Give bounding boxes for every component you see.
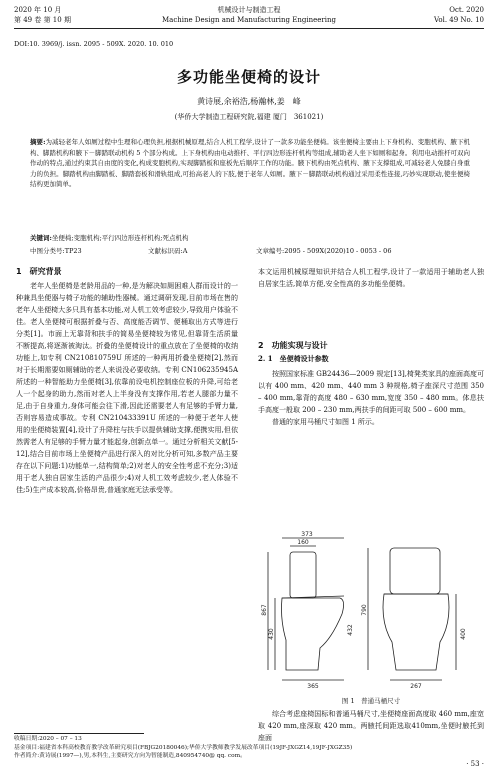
dim-267: 267: [410, 683, 422, 690]
article-number: 文章编号:2095 - 509X(2020)10 - 0053 - 06: [256, 247, 392, 255]
abstract: [30, 137, 470, 190]
author-info: 作者简介:黄诗展(1997—),男,本科生,主要研究方向为智能制造,840954740@ qq. com。: [14, 753, 246, 759]
paragraph: 本文运用机械原理知识并结合人机工程学,设计了一款适用于辅助老人独自居家生活,简单方便,安全性高的多功能坐便椅。: [258, 268, 484, 288]
journal-name-cn: 机械设计与制造工程: [217, 6, 281, 14]
abstract-label: 摘要:: [30, 138, 46, 146]
issue-date: 2020 年 10 月: [14, 6, 62, 14]
keywords: [30, 233, 470, 244]
keywords-text: 坐便椅;变胞机构;平行四边形连杆机构;死点机构: [51, 234, 189, 242]
paragraph: 按照国家标准 GB24436—2009 规定[13],椅凳类家具的座面高度可以有 400 mm、420 mm、440 mm 3 种规格,椅子座深尺寸范围 350 – 400 mm,靠背的高度 480 – 630 mm,宽度 350 – 480 mm。体息扶手高度一般取 200 – 230 mm,两扶手的间距可取 500 – 600 mm。: [258, 370, 484, 414]
dim-373: 373: [301, 531, 313, 538]
section2-heading: 2 功能实现与设计: [258, 341, 328, 350]
section1-body: [16, 280, 238, 722]
dim-365: 365: [307, 683, 319, 690]
clc-number: 中图分类号:TP23: [30, 247, 82, 255]
authors: 黄诗展,余裕浩,杨瀚林,姜 峰: [197, 97, 301, 106]
toilet-bowl-front: [383, 594, 449, 670]
footnote-rule: [14, 733, 144, 734]
toilet-tank-side: [290, 552, 316, 598]
figure1-caption: 图 1 普通马桶尺寸: [341, 697, 401, 705]
section1-heading: 1 研究背景: [16, 267, 62, 276]
subsection-heading: 2. 1 坐便椅设计参数: [258, 354, 329, 363]
toilet-tank-front: [390, 548, 440, 594]
dim-790: 790: [361, 604, 368, 616]
paragraph: 普通的家用马桶尺寸如图 1 所示。: [272, 418, 379, 426]
affiliation: (华侨大学制造工程研究院,福建 厦门 361021): [174, 113, 324, 121]
dim-160: 160: [297, 539, 309, 546]
issue-volume-en: Vol. 49 No. 10: [433, 16, 484, 24]
dim-430: 430: [268, 628, 275, 640]
dim-867: 867: [261, 604, 268, 616]
issue-date-en: Oct. 2020: [449, 6, 484, 14]
header-rule: [14, 28, 484, 29]
received-date: 收稿日期:2020 – 07 – 13: [14, 736, 82, 742]
document-code: 文献标识码:A: [148, 247, 188, 255]
section2-body: [258, 368, 484, 526]
toilet-bowl-side: [282, 598, 344, 670]
section2-continuation: [258, 708, 484, 742]
abstract-text: 为减轻老年人如厕过程中生理和心理负担,根据机械原理,结合人机工程学,设计了一款多功能坐便椅。该坐便椅主要由上下身机构、变胞机构、腋下机构、脚踏机构和腋下－脚踏联动机构 5 个部分构成。上下身机构由电动推杆、平行四边形连杆机构等组成,辅助老人坐下如厕和起身。利用电动推杆可双向作动的特点,通过约束其自由度的变化,构成变胞机构,实现脚踏板和座板先后顺序工作的功能。腋下机构由死点机构、腋下支撑组成,可减轻老人免膝自身重力的负担。脚踏机构由脚踏板、脚踏套板和滑轨组成,可抬高老人的下肢,便于老年人如厕。腋下－脚踏联动机构通过采用柔性连接,巧妙实现联动,使坐便椅结构更加简单。: [30, 138, 470, 188]
dim-432: 432: [347, 624, 354, 636]
section1-continuation: [258, 266, 484, 336]
figure1-toilet-drawing: [262, 530, 482, 690]
page-number: · 53 ·: [466, 760, 484, 768]
doi: DOI:10. 3969/j. issn. 2095 - 509X. 2020. 10. 010: [14, 40, 174, 48]
dim-400: 400: [460, 628, 467, 640]
journal-name-en: Machine Design and Manufacturing Engineering: [162, 16, 336, 24]
paragraph: 老年人坐便椅是老龄用品的一种,是为解决如厕困难人群而设计的一种兼具坐便器与椅子功能的辅助性器械。通过调研发现,目前市场在售的老年人坐便椅大多只具有基本功能,对人机工效考虑较少,导致用户体验不佳。老人坐便椅可根据折叠与否、高度能否调节、便桶取出方式等进行分类[1]。市面上无靠背和扶手的简易坐便椅较为常见,但靠背生活质量不断提高,将逐渐被淘汰。折叠的坐便椅设计的重点放在了坐便椅的收纳功能上,如专利 CN210810759U 所述的一种两用折叠坐便椅[2],然而对于长期需要如厕辅助的老人来说没必要收纳。专利 CN106235945A 所述的一种智能助力坐便椅[3],依靠前设电机控制座位板的升降,可给老人一个起身的助力,然而对老人上半身没有支撑作用,若老人腿部力量不足,由于自身重力,身体可能会往下滑,因此还需要老人有足够的手臂力量,否则容易造成事故。专利 CN210433391U 所述的一种便于老年人使用的坐便椅装置[4],设计了升降柱与扶手以提供辅助支撑,便携实用,但依然需老人有足够的手臂力量才能起身,创新点单一。通过分析相关文献[5-12],结合目前市场上坐便椅产品进行深入的对比分析可知,多数产品主要存在以下问题:1)功能单一,结构简单;2)对老人的安全性考虑不充分;3)适用于老人独自居家生活的产品很少;4)对人机工效考虑较少,老人体验不佳;5)生产成本较高,价格昂贵,普通家庭无法承受等。: [16, 282, 238, 494]
fund-info: 基金项目:福建省本科高校教育教学改革研究项目(FBJG20180046);华侨大学教师教学发展改革项目(19JF-JXGZ14,19JF-JXGZ35): [14, 744, 353, 751]
paragraph: 综合考虑座椅国标和普通马桶尺寸,坐便椅座面高度取 460 mm,座宽取 420 mm,座深取 420 mm。两腋托间距选取410mm,坐便时腋托到座面: [258, 710, 484, 742]
footnote: [14, 735, 484, 761]
keywords-label: 关键词:: [30, 234, 52, 242]
paper-title: 多功能坐便椅的设计: [176, 68, 321, 86]
issue-volume: 第 49 卷 第 10 期: [14, 16, 71, 24]
